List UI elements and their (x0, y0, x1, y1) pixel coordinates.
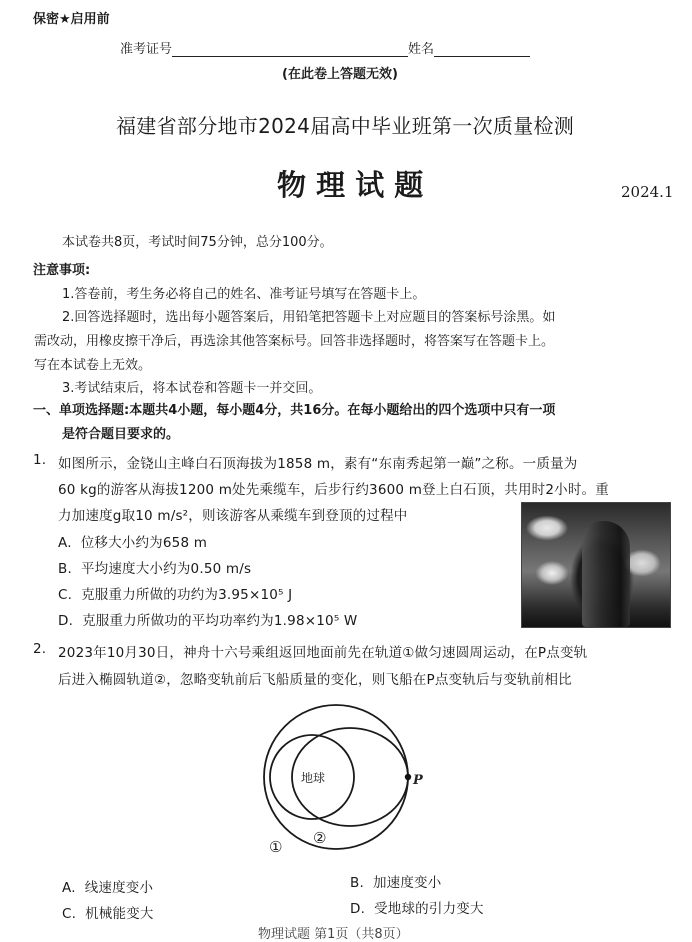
invalid-notice: (在此卷上答题无效) (282, 67, 398, 82)
question-1-line-1: 如图所示，金铙山主峰白石顶海拔为1858 m，素有“东南秀起第一巅”之称。一质量为 (58, 456, 578, 472)
name-label: 姓名 (408, 42, 435, 57)
question-1-line-2: 60 kg的游客从海拔1200 m处先乘缆车，后步行约3600 m登上白石顶，共用时2小时。重 (58, 482, 609, 498)
orbit-2-label: ② (313, 829, 327, 847)
note-2-cont: 需改动，用橡皮擦干净后，再选涂其他答案标号。回答非选择题时，将答案写在答题卡上。 (34, 334, 555, 349)
orbit-1-label: ① (269, 838, 283, 856)
rock-peak (582, 521, 630, 627)
exam-subtitle: 福建省部分地市2024届高中毕业班第一次质量检测 (116, 114, 575, 138)
option-text: 克服重力所做的功约为3.95×10⁵ J (81, 587, 293, 603)
exam-id-row (120, 38, 530, 57)
option-text: 平均速度大小约为0.50 m/s (80, 561, 252, 577)
option-label: C. (58, 587, 73, 603)
option-label: C. (62, 906, 77, 922)
option-label: B. (350, 875, 364, 891)
option-label: D. (58, 613, 74, 629)
page-info: 物理试题 第1页（共8页） (258, 927, 409, 942)
q1-option-d (58, 609, 357, 629)
exam-summary: 本试卷共8页，考试时间75分钟，总分100分。 (62, 235, 333, 250)
note-1: 1.答卷前，考生务必将自己的姓名、准考证号填写在答题卡上。 (62, 287, 426, 302)
notes-heading: 注意事项: (33, 263, 91, 278)
q1-option-b (58, 557, 251, 577)
option-text: 机械能变大 (85, 906, 154, 922)
note-2-end: 写在本试卷上无效。 (34, 358, 152, 373)
question-2-line-1: 2023年10月30日，神舟十六号乘组返回地面前先在轨道①做匀速圆周运动，在P点变轨 (58, 645, 588, 661)
note-2: 2.回答选择题时，选出每小题答案后，用铅笔把答题卡上对应题目的答案标号涂黑。如 (62, 310, 556, 325)
option-text: 克服重力所做功的平均功率约为1.98×10⁵ W (82, 613, 358, 629)
option-text: 受地球的引力变大 (374, 901, 484, 917)
mountain-photo (521, 502, 671, 628)
option-label: A. (58, 535, 72, 551)
orbit-1-circle (264, 705, 408, 849)
section-heading: 一、单项选择题:本题共4小题，每小题4分，共16分。在每小题给出的四个选项中只有一项 (33, 403, 556, 418)
page-title: 物 理 试 题 (277, 168, 424, 202)
q2-option-c (62, 902, 154, 922)
point-p-dot (405, 774, 411, 780)
option-text: 线速度变小 (84, 880, 154, 896)
exam-date: 2024.1 (621, 183, 674, 201)
orbit-diagram (245, 700, 435, 860)
page-footer (0, 927, 692, 942)
exam-id-blank (172, 42, 408, 57)
option-text: 加速度变小 (372, 875, 442, 891)
q1-option-a (58, 531, 207, 551)
option-text: 位移大小约为658 m (80, 535, 208, 551)
q1-option-c (58, 583, 292, 603)
point-p-label: P (413, 773, 423, 788)
question-2-number: 2. (33, 641, 47, 657)
name-blank (434, 42, 530, 57)
question-2-line-2: 后进入椭圆轨道②，忽略变轨前后飞船质量的变化，则飞船在P点变轨后与变轨前相比 (58, 672, 572, 688)
confidential-label: 保密★启用前 (33, 12, 110, 27)
q2-option-b (350, 871, 441, 891)
q2-option-a (62, 876, 153, 896)
q2-option-d (350, 897, 484, 917)
question-1-line-3: 力加速度g取10 m/s²，则该游客从乘缆车到登顶的过程中 (58, 508, 408, 524)
note-3: 3.考试结束后，将本试卷和答题卡一并交回。 (62, 381, 322, 396)
option-label: B. (58, 561, 72, 577)
option-label: A. (62, 880, 76, 896)
option-label: D. (350, 901, 366, 917)
earth-label: 地球 (301, 771, 326, 785)
question-1-number: 1. (33, 452, 47, 468)
exam-id-label: 准考证号 (120, 42, 173, 57)
section-heading-cont: 是符合题目要求的。 (62, 427, 180, 442)
